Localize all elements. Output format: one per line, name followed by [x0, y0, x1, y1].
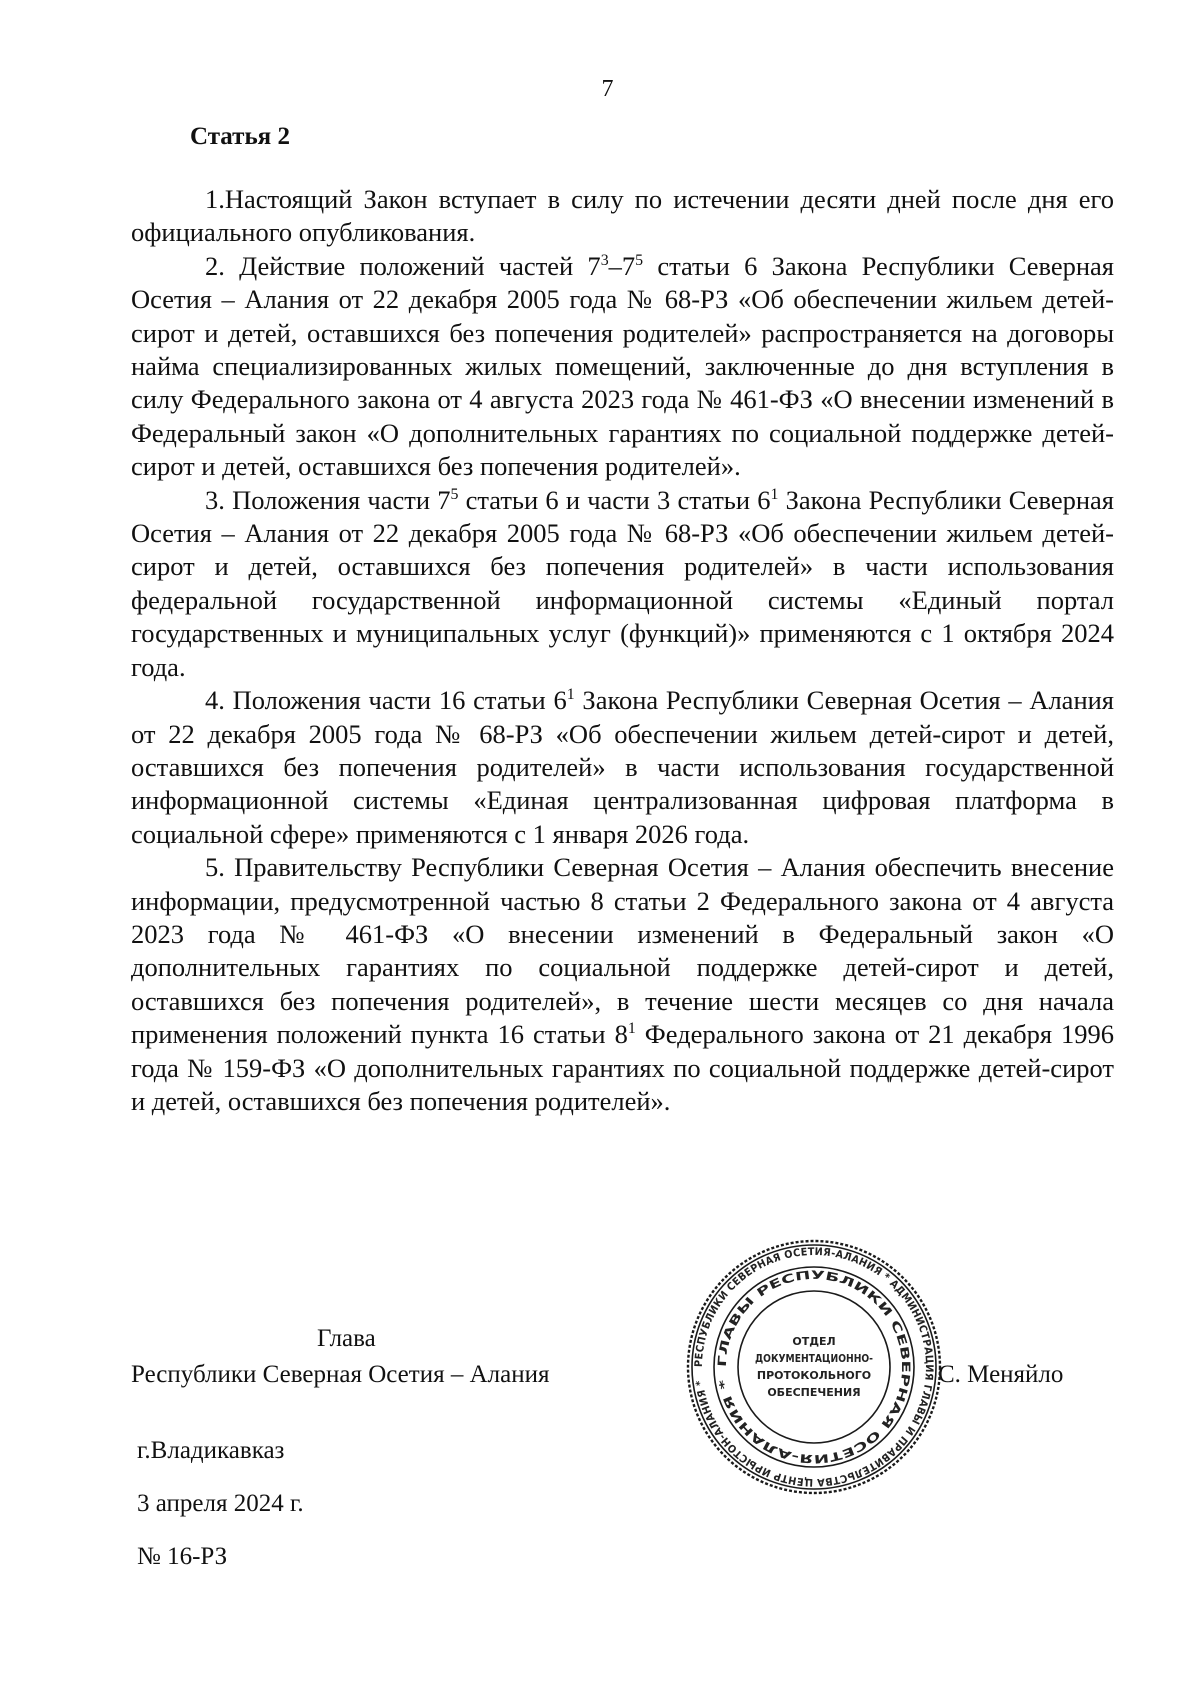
signatory-name: С. Меняйло: [938, 1361, 1064, 1388]
superscript: 1: [770, 485, 779, 503]
seal-center-line-2: ДОКУМЕНТАЦИОННО-: [755, 1352, 873, 1365]
law-number: № 16-РЗ: [137, 1543, 228, 1570]
place-of-signing: г.Владикавказ: [137, 1437, 285, 1464]
signatory-title: Глава: [317, 1325, 376, 1352]
paragraph-5: 5. Правительству Республики Северная Осетия – Алания обеспечить внесение информации, предусмотренной частью 8 статьи 2 Федерального закона от 4 августа 2023 года № 461-ФЗ «О внесении изменений в Федеральный закон «О дополнительных гарантиях по социальной поддержке детей-сирот и детей, оставшихся без попечения родителей», в течение шести месяцев со дня начала применения положений пункта 16 статьи $8^1$ Федерального закона от 21 декабря 1996 года № 159-ФЗ «О дополнительных гарантиях по социальной поддержке детей-сирот и детей, оставшихся без попечения родителей».: [131, 852, 1114, 1116]
signing-date: 3 апреля 2024 г.: [137, 1490, 304, 1517]
seal-center-line-1: ОТДЕЛ: [792, 1335, 836, 1348]
paragraph-4: 4. Положения части 16 статьи $6^1$ Закона Республики Северная Осетия – Алания от 22 декабря 2005 года № 68-РЗ «Об обеспечении жильем детей-сирот и детей, оставшихся без попечения родителей» в части использования государственной информационной системы «Единая централизованная цифровая платформа в социальной сфере» применяются с 1 января 2026 года.: [131, 685, 1114, 849]
page-number: 7: [601, 76, 614, 102]
superscript: 5: [635, 251, 644, 269]
article-body: [131, 183, 1114, 1118]
seal-graphic: [684, 1237, 944, 1497]
seal-center-line-3: ПРОТОКОЛЬНОГО: [756, 1369, 872, 1382]
signatory-office: Республики Северная Осетия – Алания: [131, 1361, 550, 1388]
article-title: Статья 2: [190, 123, 290, 150]
seal-inner-text: ГЛАВЫ РЕСПУБЛИКИ СЕВЕРНАЯ ОСЕТИЯ-АЛАНИЯ *: [714, 1267, 914, 1467]
seal-center-line-4: ОБЕСПЕЧЕНИЯ: [767, 1386, 861, 1399]
superscript: 1: [566, 686, 575, 704]
paragraph-2: 2. Действие положений частей $7^3-7^5$ статьи 6 Закона Республики Северная Осетия – Алания от 22 декабря 2005 года № 68-РЗ «Об обеспечении жильем детей-сирот и детей, оставшихся без попечения родителей» распространяется на договоры найма специализированных жилых помещений, заключенные до дня вступления в силу Федерального закона от 4 августа 2023 года № 461-ФЗ «О внесении изменений в Федеральный закон «О дополнительных гарантиях по социальной поддержке детей-сирот и детей, оставшихся без попечения родителей».: [131, 250, 1114, 482]
superscript: 5: [450, 485, 459, 503]
paragraph-1: 1.Настоящий Закон вступает в силу по истечении десяти дней после дня его официального опубликования.: [131, 184, 1114, 248]
official-seal: [684, 1237, 944, 1497]
seal-outer-text: РЕСПУБЛИКИ СЕВЕРНАЯ ОСЕТИЯ-АЛАНИЯ * АДМИНИСТРАЦИЯ ГЛАВЫ И ПРАВИТЕЛЬСТВА ЦЕНТР ИРЫСТОН-АЛАНИЯ *: [692, 1245, 936, 1489]
superscript: 1: [627, 1020, 636, 1038]
paragraph-3: 3. Положения части $7^5$ статьи 6 и части 3 статьи $6^1$ Закона Республики Северная Осетия – Алания от 22 декабря 2005 года № 68-РЗ «Об обеспечении жильем детей-сирот и детей, оставшихся без попечения родителей» в части использования федеральной государственной информационной системы «Единый портал государственных и муниципальных услуг (функций)» применяются с 1 октября 2024 года.: [131, 484, 1114, 682]
superscript: 3: [600, 251, 609, 269]
